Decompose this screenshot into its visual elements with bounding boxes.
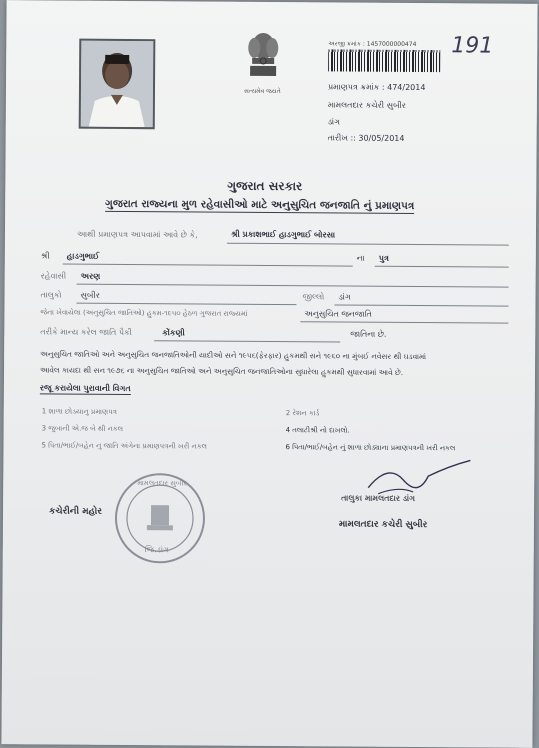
document-item: 4 તલાટીશ્રી નો દાખલો. xyxy=(285,426,350,435)
issuing-office: મામલતદાર કચેરી સુબીર xyxy=(327,100,406,110)
relation: પુત્ર xyxy=(378,253,389,263)
applicant-name: શ્રી પ્રકાશભાઈ હાડગુભાઈ બોરસા xyxy=(230,229,336,240)
taluka-label: તાલુકો xyxy=(40,290,62,300)
document-item: 5 પિતા/ભાઈ/બહેન નુ જાતિ અંગેના પ્રમાણપત્રની ખરી નકલ xyxy=(41,441,207,451)
emblem-caption: સત્યમેવ જયતે xyxy=(243,87,281,96)
certificate-intro: આથી પ્રમાણપત્ર આપવામાં આવે છે કે, xyxy=(76,229,198,240)
na-label: ના xyxy=(356,253,365,263)
resident-label: રહેવાસી xyxy=(40,271,67,281)
taluka: સુબીર xyxy=(80,290,100,300)
signature-stamp: તાલુકા મામલતદાર ડાંગ xyxy=(341,493,416,504)
issuing-district: ડાંગ xyxy=(327,117,340,127)
government-title: ગુજરાત સરકાર xyxy=(227,178,303,194)
caste: કોંકણી xyxy=(162,328,185,338)
handwritten-reference: 191 xyxy=(451,33,494,59)
district-label: જીલ્લો xyxy=(302,292,325,302)
signatory-office: મામલતદાર કચેરી સુબીર xyxy=(338,519,428,531)
caste-suffix: જાતિના છે. xyxy=(350,329,387,339)
issue-date: તારીખ :: 30/05/2014 xyxy=(327,133,405,143)
application-number: અરજી ક્રમાંક : 1457000000474 xyxy=(328,40,417,49)
person-photo-icon xyxy=(81,41,154,128)
document-item: 1 શાળા છોડયાનુ પ્રમાણપત્ર xyxy=(41,407,118,416)
order-text: જેના ખેવાયેલા (અનુસુચિત જાતિઓ) હુકમ-૧૯૫૦ હેઠળ ગુજરાત રાજ્યમાં xyxy=(40,308,248,318)
document-item: 2 રેશન કાર્ડ xyxy=(285,409,320,418)
district: ડાંગ xyxy=(338,292,351,302)
village: અરણ xyxy=(80,271,101,281)
document-item: 6 પિતા/ભાઈ/બહેન નું શાળા છોડ્યાના પ્રમાણપત્રની ખરી નકલ xyxy=(285,443,456,453)
office-seal xyxy=(113,471,209,567)
barcode xyxy=(328,49,440,72)
document-item: 3 જુબાની એ.જ બે થી નકલ xyxy=(41,424,124,433)
legal-paragraph-line1: અનુસુચિત જાતિઓ અને અનુસુચિત જનજાતિઓની યાદીઓ સને ૧૯૫૬(ફેરફાર) હુકમથી સને ૧૯૬૦ ના મુંબઈ નવેસર થી ઘડવામાં xyxy=(40,349,427,362)
shri-label: શ્રી xyxy=(40,251,50,261)
recognized-label: તરીકે માન્ય કરેલ જાતિ પૈકી xyxy=(40,327,133,338)
certificate-number: પ્રમાણપત્ર ક્રમાંક : 474/2014 xyxy=(327,82,426,93)
seal-text-top: મામલતદાર સુબીર xyxy=(137,479,188,488)
office-seal-label: કચેરીની મહોર xyxy=(49,506,102,517)
father-name: હાડગુભાઈ xyxy=(66,251,100,261)
seal-text-bottom: જિ.ડાંગ xyxy=(144,545,169,555)
documents-heading: રજૂ કરાયેલા પુરાવાની વિગત xyxy=(39,383,131,394)
category: અનુસુચિત જનજાતિ xyxy=(304,309,372,319)
legal-paragraph-line2: આવેલ કાયદા થી સન ૧૯૭૬ ના અનુસુચિત જાતિઓ અને અનુસુચિત જનજાતિઓના સુધારેલા હુકમથી સુધારવામાં આવે છે. xyxy=(39,365,404,377)
certificate-title: ગુજરાત રાજ્યના મુળ રહેવાસીઓ માટે અનુસુચિત જનજાતિ નું પ્રમાણપત્ર xyxy=(105,197,415,213)
applicant-photo xyxy=(79,39,156,130)
certificate-page xyxy=(1,0,537,748)
national-emblem-icon xyxy=(238,28,288,86)
